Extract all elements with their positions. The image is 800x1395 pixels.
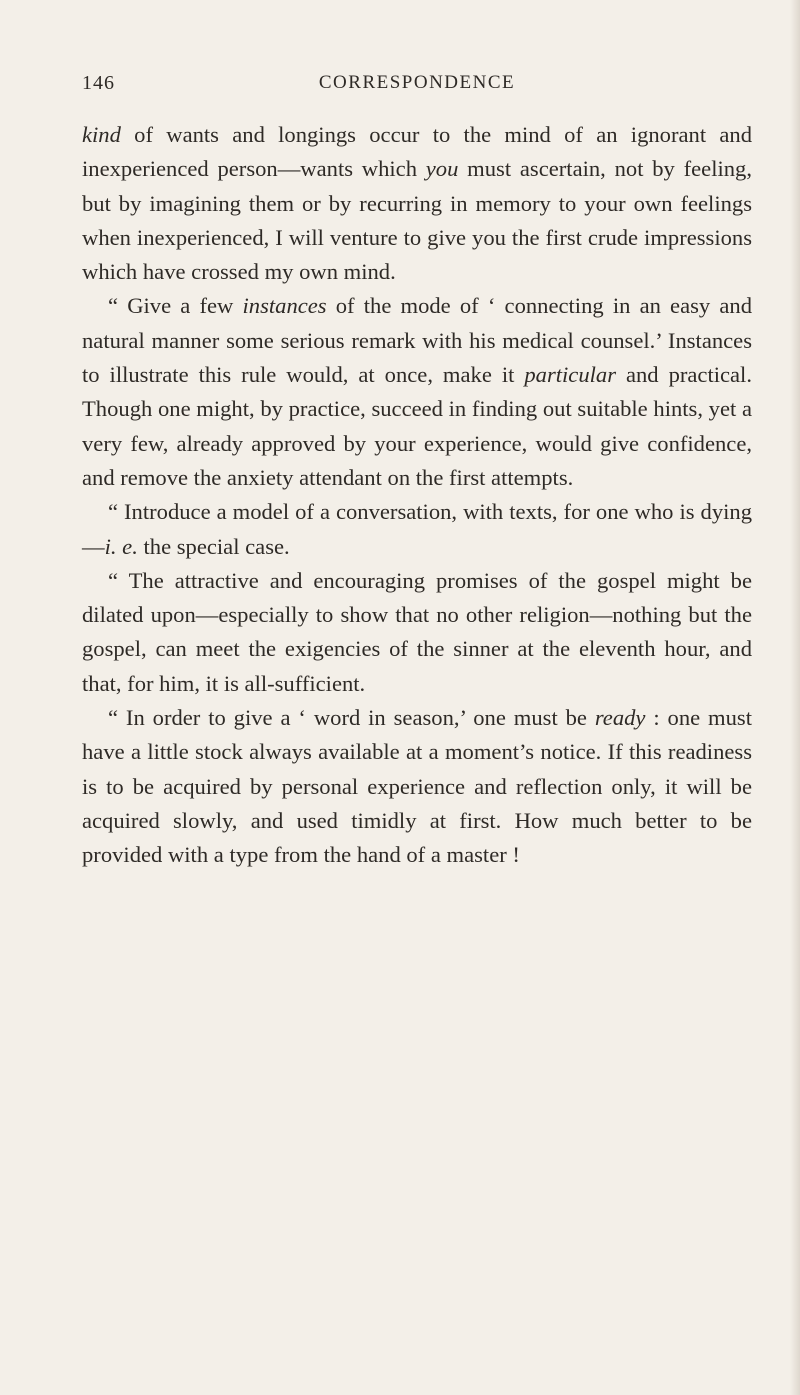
text-run: : one must have a little stock always available at a moment’s notice. If this readiness is to be acquired by personal experience and reflection only, it will be acquired slowly, and used timidly at first. How much better to be provided with a type from the hand of a master ! <box>82 705 752 868</box>
text-run: and practical. Though one might, by practice, succeed in finding out suitable hints, yet a very few, already approved by your experience, would give confidence, and remove the anxiety attendant on the first attempts. <box>82 362 752 490</box>
text-run: “ In order to give a ‘ word in season,’ one must be <box>108 705 595 731</box>
page-number: 146 <box>82 72 115 94</box>
paragraph <box>82 701 752 872</box>
page-header <box>82 72 752 102</box>
text-run: of wants and longings occur to the mind of an ignorant and inexperienced person—wants which <box>82 122 752 182</box>
italic-text-run: particular <box>524 362 616 388</box>
text-run: of the mode of ‘ connecting in an easy and natural manner some serious remark with his medical counsel.’ Instances to illustrate this rule would, at once, make it <box>82 293 752 388</box>
text-run: “ Give a few <box>108 293 243 319</box>
text-run: “ The attractive and encouraging promises of the gospel might be dilated upon—especially to show that no other religion—nothing but the gospel, can meet the exigencies of the sinner at the eleventh hour, and that, for him, it is all-sufficient. <box>82 567 752 696</box>
italic-text-run: kind <box>82 122 121 147</box>
paragraph <box>82 495 752 564</box>
italic-text-run: you <box>425 156 459 182</box>
text-run: the special case. <box>137 533 290 559</box>
italic-text-run: ready <box>594 705 646 731</box>
text-run: must ascertain, not by feeling, but by imagining them or by recurring in memory to your own feelings when inexperienced, I will venture to give you the first crude impressions which have crossed my own mind. <box>82 156 752 285</box>
italic-text-run: instances <box>242 293 327 319</box>
italic-text-run: i. e. <box>104 533 138 559</box>
body-text <box>82 118 752 873</box>
paragraph <box>82 564 752 701</box>
text-run: “ Introduce a model of a conversation, with texts, for one who is dying— <box>82 499 752 559</box>
page-edge-shadow <box>790 0 800 1395</box>
paragraph <box>82 118 752 289</box>
running-head: CORRESPONDENCE <box>318 72 516 93</box>
paragraph <box>82 289 752 495</box>
